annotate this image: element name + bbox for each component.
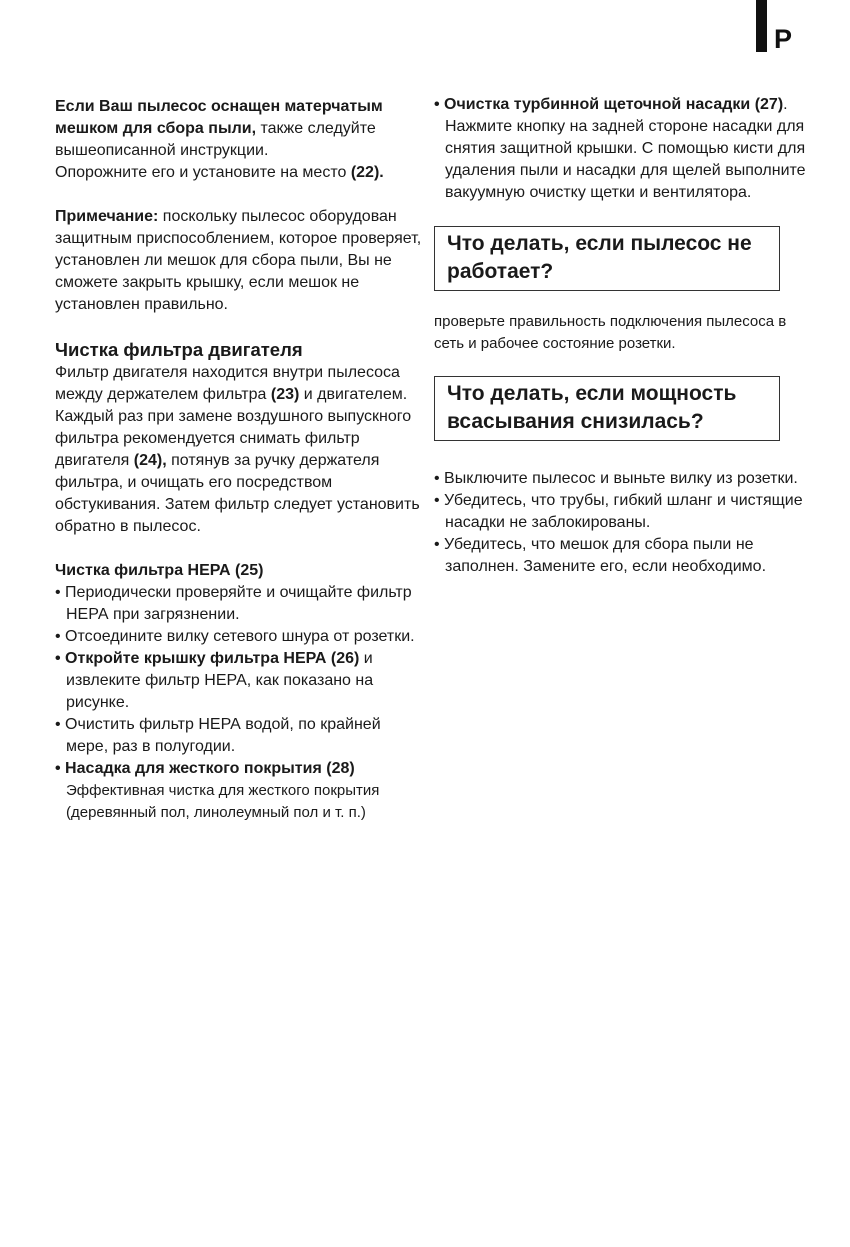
hepa-bullet-3 xyxy=(55,648,427,714)
empty-ref: (22). xyxy=(350,164,384,181)
language-marker: P xyxy=(774,24,793,54)
intro-paragraph xyxy=(55,96,427,162)
suction-bullet-2: • Убедитесь, что трубы, гибкий шланг и чистящие насадки не заблокированы. xyxy=(434,492,803,531)
motor-ref-1: (23) xyxy=(270,386,300,403)
turbo-brush-heading xyxy=(434,94,819,116)
motor-text-1: Фильтр двигателя находится внутри пылесоса между держателем фильтра xyxy=(55,364,400,403)
hard-floor-text: Эффективная чистка для жесткого покрытия (деревянный пол, линолеумный пол и т. п.) xyxy=(66,782,380,821)
turbo-heading-dot: . xyxy=(783,96,788,113)
hepa-bullet-1: • Периодически проверяйте и очищайте фильтр НЕРА при загрязнении. xyxy=(55,584,412,623)
note-label: Примечание: xyxy=(55,208,159,225)
hepa-heading: Чистка фильтра НЕРА (25) xyxy=(55,562,264,579)
left-column xyxy=(55,96,427,824)
motor-ref-2: (24), xyxy=(133,452,167,469)
motor-filter-paragraph xyxy=(55,362,427,538)
suction-bullet-1: • Выключите пылесос и выньте вилку из розетки. xyxy=(434,470,798,487)
troubleshoot-box-not-working: Что делать, если пылесос не работает? xyxy=(434,226,780,291)
empty-instruction xyxy=(55,162,427,184)
suction-bullet-3: • Убедитесь, что мешок для сбора пыли не заполнен. Замените его, если необходимо. xyxy=(434,536,767,575)
not-working-text: проверьте правильность подключения пылесоса в сеть и рабочее состояние розетки. xyxy=(434,313,787,352)
note-text: поскольку пылесос оборудован защитным приспособлением, которое проверяет, установлен ли мешок для сбора пыли, Вы не сможете закрыть крышку, если мешок не установлен правильно. xyxy=(55,208,422,313)
motor-text-3: потянув за ручку держателя фильтра, и очищать его посредством обстукивания. Затем фильтр следует установить обратно в пылесос. xyxy=(55,452,420,535)
hard-floor-heading: • Насадка для жесткого покрытия (28) xyxy=(55,760,355,777)
language-tab-bar xyxy=(756,0,767,52)
troubleshoot-box-suction: Что делать, если мощность всасывания снизилась? xyxy=(434,376,780,441)
turbo-heading-bold: • Очистка турбинной щеточной насадки (27) xyxy=(434,96,784,113)
motor-text-2: и двигателем. Каждый раз при замене воздушного выпускного фильтра рекомендуется снимать фильтр двигателя xyxy=(55,386,412,469)
motor-filter-heading: Чистка фильтра двигателя xyxy=(55,339,303,360)
note-paragraph xyxy=(55,206,427,316)
hepa-bullet-4: • Очистить фильтр НЕРА водой, по крайней мере, раз в полугодии. xyxy=(55,716,381,755)
right-column xyxy=(434,94,819,578)
hepa-bullet-3-bold: • Откройте крышку фильтра НЕРА (26) xyxy=(55,650,360,667)
empty-text: Опорожните его и установите на место xyxy=(55,164,351,181)
turbo-brush-text: Нажмите кнопку на задней стороне насадки для снятия защитной крышки. С помощью кисти для удаления пыли и насадки для щелей выполните вакуумную очистку щетки и вентилятора. xyxy=(445,118,806,201)
hepa-bullet-2: • Отсоедините вилку сетевого шнура от розетки. xyxy=(55,628,415,645)
intro-bold: Если Ваш пылесос оснащен матерчатым мешком для сбора пыли, xyxy=(55,98,383,137)
hepa-bullet-3-rest: и извлеките фильтр НЕРА, как показано на рисунке. xyxy=(66,650,374,711)
intro-rest: также следуйте вышеописанной инструкции. xyxy=(55,120,376,159)
